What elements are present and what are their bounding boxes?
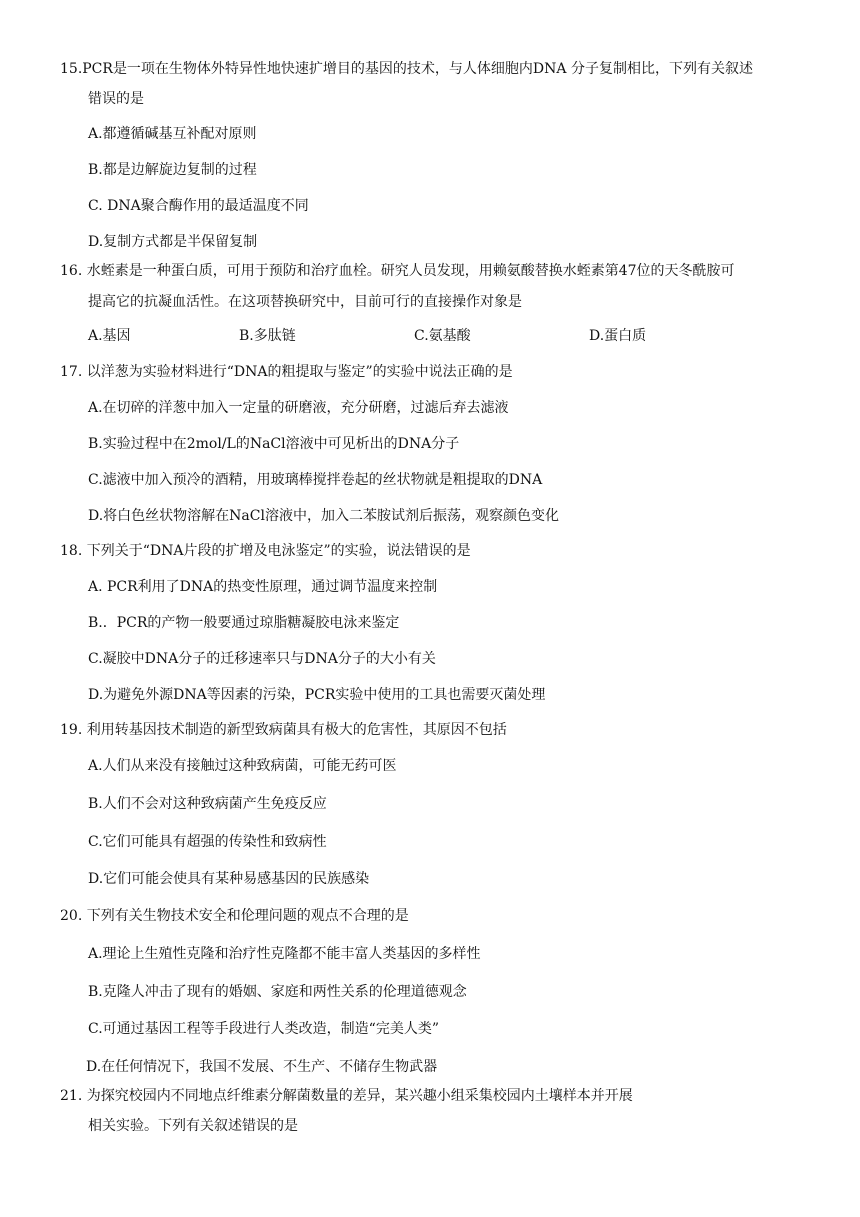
q15-option-d: D.复制方式都是半保留复制 (88, 234, 258, 250)
q16-option-d: D.蛋白质 (589, 328, 647, 344)
q17-stem: 17. 以洋葱为实验材料进行“DNA的粗提取与鉴定”的实验中说法正确的是 (60, 364, 513, 380)
q21-stem-line2: 相关实验。下列有关叙述错误的是 (88, 1118, 298, 1134)
q18-option-a: A. PCR利用了DNA的热变性原理，通过调节温度来控制 (88, 579, 438, 595)
q16-stem-line2: 提高它的抗凝血活性。在这项替换研究中，目前可行的直接操作对象是 (88, 294, 522, 310)
q20-option-c: C.可通过基因工程等手段进行人类改造，制造“完美人类” (88, 1021, 439, 1037)
q20-option-a: A.理论上生殖性克隆和治疗性克隆都不能丰富人类基因的多样性 (88, 946, 481, 962)
q16-option-c: C.氨基酸 (414, 328, 471, 344)
q17-option-a: A.在切碎的洋葱中加入一定量的研磨液，充分研磨，过滤后弃去滤液 (88, 400, 509, 416)
q19-option-b: B.人们不会对这种致病菌产生免疫反应 (88, 796, 327, 812)
q17-option-d: D.将白色丝状物溶解在NaCl溶液中，加入二苯胺试剂后振荡，观察颜色变化 (88, 508, 559, 524)
q20-stem: 20. 下列有关生物技术安全和伦理问题的观点不合理的是 (60, 908, 409, 924)
q16-stem-line1: 16. 水蛭素是一种蛋白质，可用于预防和治疗血栓。研究人员发现，用赖氨酸替换水蛭素第47位的天冬酰胺可 (60, 263, 735, 279)
q18-option-d: D.为避免外源DNA等因素的污染，PCR实验中使用的工具也需要灭菌处理 (88, 687, 546, 703)
q19-stem: 19. 利用转基因技术制造的新型致病菌具有极大的危害性，其原因不包括 (60, 722, 507, 738)
q17-option-b: B.实验过程中在2mol/L的NaCl溶液中可见析出的DNA分子 (88, 436, 460, 452)
q16-option-a: A.基因 (88, 328, 131, 344)
q19-option-a: A.人们从来没有接触过这种致病菌，可能无药可医 (88, 758, 397, 774)
q15-option-b: B.都是边解旋边复制的过程 (88, 162, 257, 178)
q15-option-a: A.都遵循碱基互补配对原则 (88, 126, 257, 142)
q15-stem-line1: 15.PCR是一项在生物体外特异性地快速扩增目的基因的技术，与人体细胞内DNA 分子复制相比，下列有关叙述 (60, 61, 753, 77)
q20-option-b: B.克隆人冲击了现有的婚姻、家庭和两性关系的伦理道德观念 (88, 984, 467, 1000)
q18-option-b: B.．PCR的产物一般要通过琼脂糖凝胶电泳来鉴定 (88, 615, 400, 631)
q17-option-c: C.滤液中加入预冷的酒精，用玻璃棒搅拌卷起的丝状物就是粗提取的DNA (88, 472, 543, 488)
q15-option-c: C. DNA聚合酶作用的最适温度不同 (88, 198, 309, 214)
q19-option-c: C.它们可能具有超强的传染性和致病性 (88, 834, 327, 850)
q19-option-d: D.它们可能会使具有某种易感基因的民族感染 (88, 871, 370, 887)
q18-stem: 18. 下列关于“DNA片段的扩增及电泳鉴定”的实验，说法错误的是 (60, 543, 471, 559)
q15-stem-line2: 错误的是 (88, 91, 144, 107)
q16-option-b: B.多肽链 (239, 328, 296, 344)
q20-option-d: D.在任何情况下，我国不发展、不生产、不储存生物武器 (86, 1059, 438, 1075)
q18-option-c: C.凝胶中DNA分子的迁移速率只与DNA分子的大小有关 (88, 651, 436, 667)
q21-stem-line1: 21. 为探究校园内不同地点纤维素分解菌数量的差异，某兴趣小组采集校园内土壤样本并开展 (60, 1088, 633, 1104)
